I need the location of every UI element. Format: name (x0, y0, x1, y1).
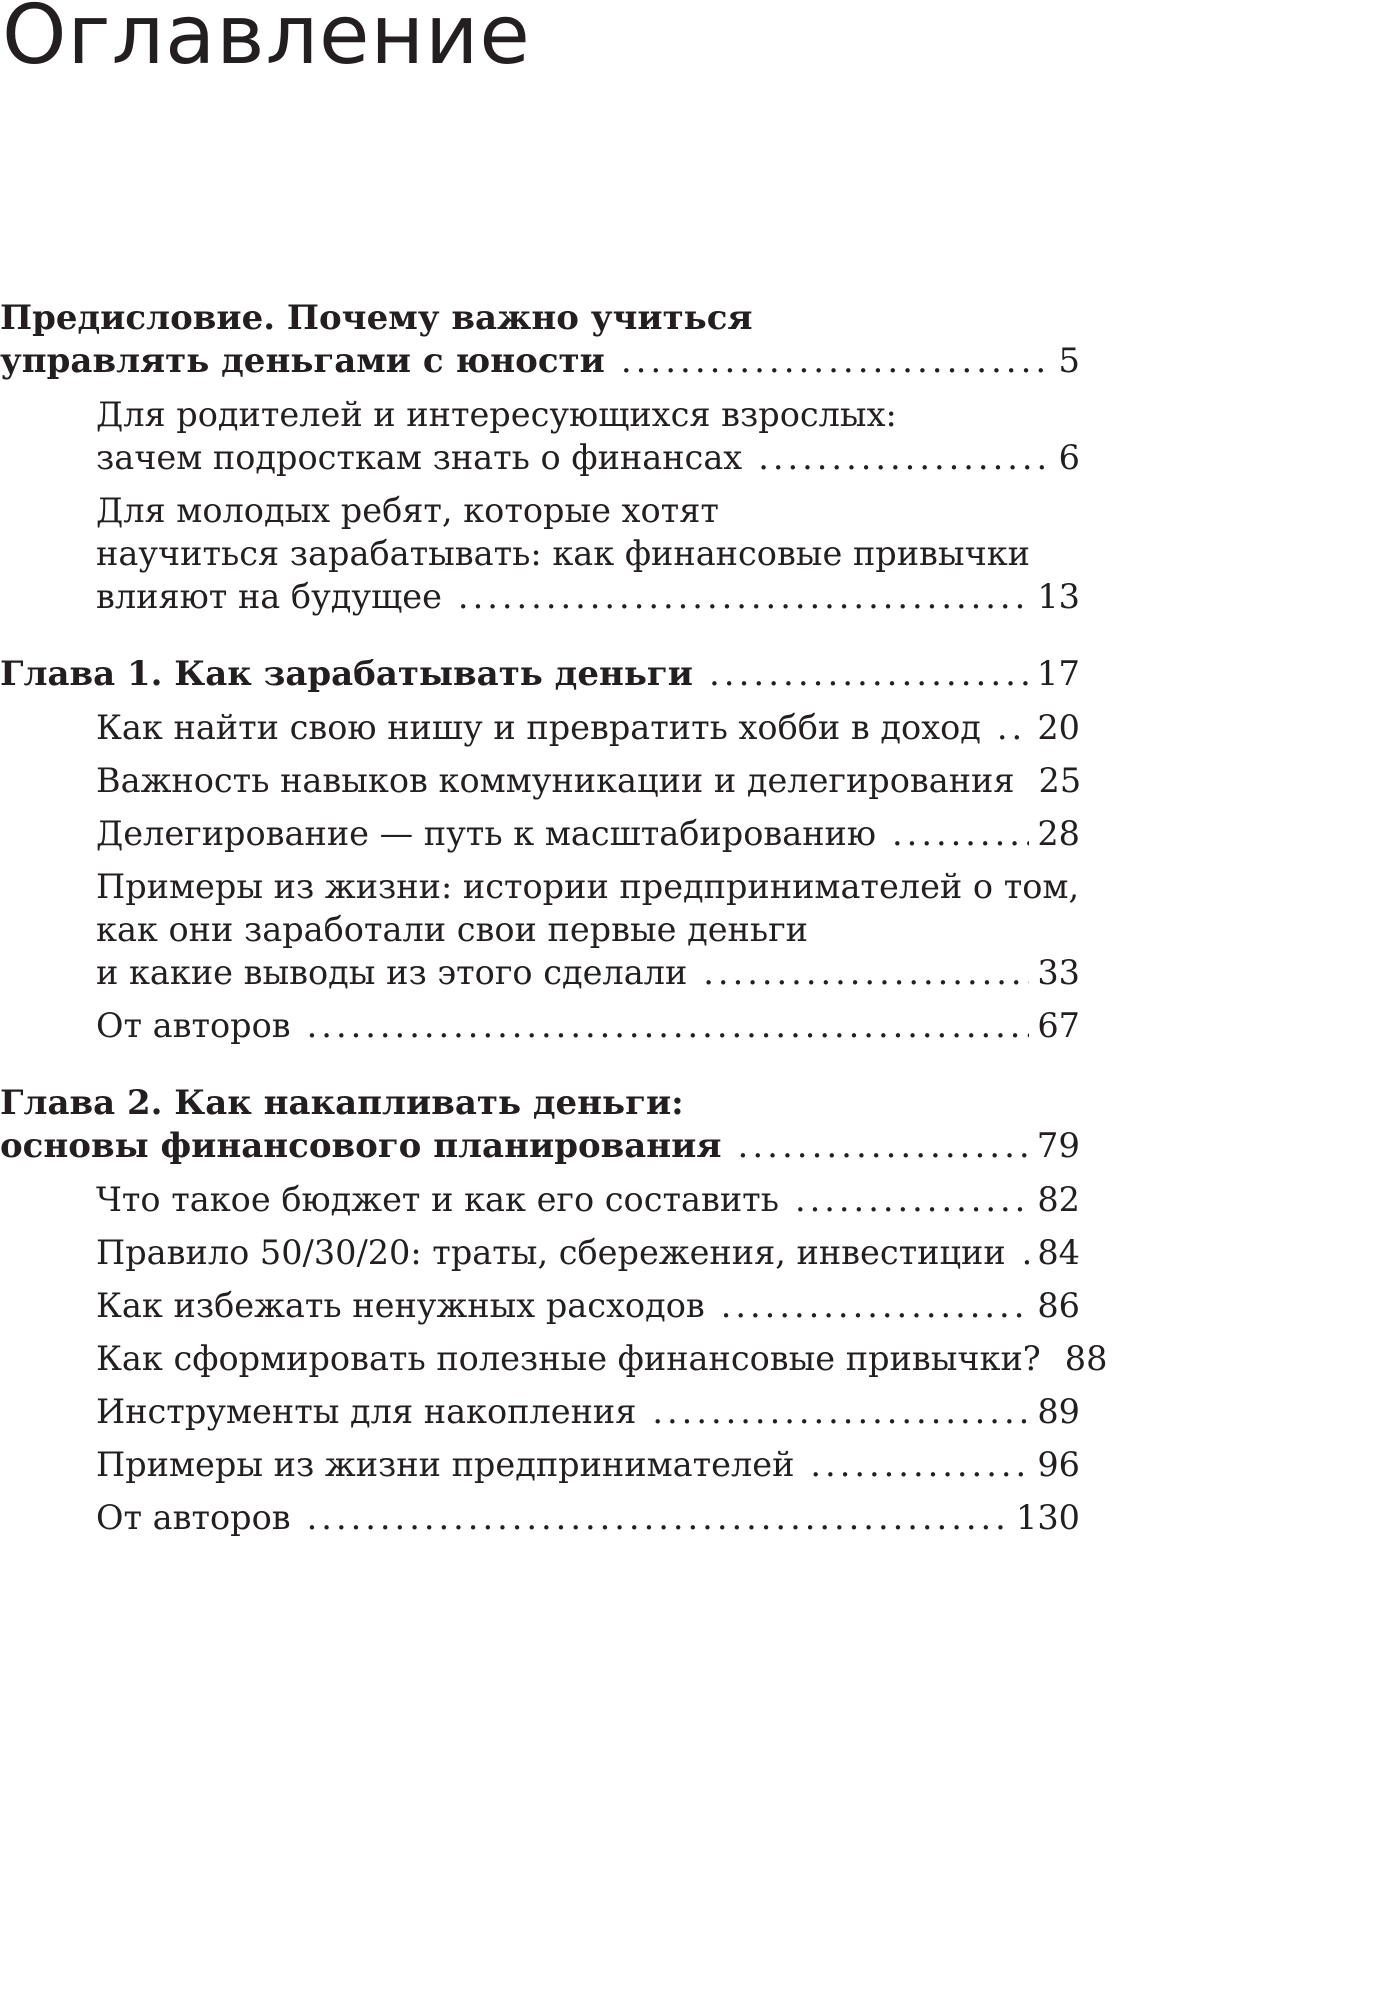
toc-entry-row (96, 575, 1080, 618)
toc-entry-row (96, 1390, 1080, 1433)
toc-entry-row (96, 706, 1080, 749)
page-number: 33 (1037, 953, 1080, 992)
toc-section-entry[interactable] (0, 1231, 1080, 1274)
entry-spacer (0, 479, 1080, 489)
toc-entry-title: Инструменты для накопления (96, 1392, 637, 1431)
page-number: 82 (1037, 1180, 1080, 1219)
toc-entry-row (96, 1284, 1080, 1327)
dot-leader (703, 951, 1029, 994)
toc-section-entry[interactable] (0, 1284, 1080, 1327)
toc-entry-row (96, 1443, 1080, 1486)
toc-section-entry[interactable] (0, 1178, 1080, 1221)
page-number: 20 (1037, 708, 1080, 747)
dot-leader (892, 812, 1029, 855)
page-number: 28 (1037, 814, 1080, 853)
toc-section-entry[interactable] (0, 812, 1080, 855)
toc-entry-title: Примеры из жизни предпринимателей (96, 1445, 795, 1484)
toc-section-entry[interactable] (0, 1337, 1108, 1380)
dot-leader (621, 340, 1051, 383)
toc-entry-row (96, 1231, 1080, 1274)
toc-entry-title: Делегирование — путь к масштабированию (96, 814, 877, 853)
toc-entry-line: научиться зарабатывать: как финансовые привычки (96, 534, 1030, 573)
toc-entry-title: Правило 50/30/20: траты, сбережения, инвестиции (96, 1233, 1006, 1272)
entry-spacer (0, 618, 1080, 653)
dot-leader (1022, 1231, 1030, 1274)
toc-entry-title: Глава 1. Как зарабатывать деньги (0, 654, 693, 694)
page-number: 25 (1038, 761, 1082, 800)
page-number: 67 (1037, 1006, 1080, 1045)
toc-entry-row (96, 1496, 1080, 1539)
toc-entry-title: основы финансового планирования (0, 1126, 722, 1166)
toc-section-entry[interactable] (0, 393, 1080, 479)
toc-section-entry[interactable] (0, 1004, 1080, 1047)
entry-spacer (0, 802, 1080, 812)
page-number: 17 (1036, 654, 1080, 694)
toc-chapter-entry[interactable] (0, 297, 1080, 383)
entry-spacer (0, 1433, 1080, 1443)
entry-spacer (0, 1168, 1080, 1178)
toc-entry-title: управлять деньгами с юности (0, 341, 605, 381)
toc-section-entry[interactable] (0, 759, 1080, 802)
toc-entry-title: Как избежать ненужных расходов (96, 1286, 705, 1325)
toc-entry-title: и какие выводы из этого сделали (96, 953, 688, 992)
page-number: 88 (1064, 1339, 1108, 1378)
toc-entry-line: Для родителей и интересующихся взрослых: (96, 395, 897, 434)
page-number: 84 (1037, 1233, 1080, 1272)
toc-section-entry[interactable] (0, 1496, 1080, 1539)
toc-entry-line: Предисловие. Почему важно учиться (0, 298, 753, 338)
toc-entry-title: Как сформировать полезные финансовые привычки? (96, 1339, 1041, 1378)
page-number: 130 (1016, 1498, 1080, 1537)
toc-entry-title: влияют на будущее (96, 577, 442, 616)
entry-spacer (0, 855, 1080, 865)
toc-entry-title: Важность навыков коммуникации и делегирования (96, 761, 1015, 800)
dot-leader (458, 575, 1029, 618)
entry-spacer (0, 1274, 1080, 1284)
dot-leader (721, 1284, 1030, 1327)
toc-entry-row (0, 1125, 1080, 1168)
entry-spacer (0, 1327, 1080, 1337)
dot-leader (758, 436, 1050, 479)
toc-section-entry[interactable] (0, 706, 1080, 749)
toc-entry-line: Глава 2. Как накапливать деньги: (0, 1083, 684, 1123)
page-number: 86 (1037, 1286, 1080, 1325)
toc-entry-line: Для молодых ребят, которые хотят (96, 491, 719, 530)
dot-leader (709, 653, 1029, 696)
toc-entry-row (0, 340, 1080, 383)
toc-entry-title: Как найти свою нишу и превратить хобби в доход (96, 708, 981, 747)
toc-entry-row (96, 1004, 1080, 1047)
table-of-contents (0, 297, 1108, 1539)
entry-spacer (0, 1486, 1080, 1496)
entry-spacer (0, 383, 1080, 393)
toc-entry-row (0, 653, 1080, 696)
toc-entry-title: От авторов (96, 1498, 291, 1537)
page-number: 89 (1037, 1392, 1080, 1431)
dot-leader (652, 1390, 1029, 1433)
toc-section-entry[interactable] (0, 1390, 1080, 1433)
toc-entry-row (96, 1178, 1080, 1221)
entry-spacer (0, 1221, 1080, 1231)
toc-entry-row (96, 436, 1080, 479)
toc-entry-title: От авторов (96, 1006, 291, 1045)
page-title: Оглавление (2, 0, 531, 83)
toc-entry-title: зачем подросткам знать о финансах (96, 438, 743, 477)
toc-entry-row (96, 759, 1080, 802)
toc-section-entry[interactable] (0, 865, 1080, 994)
dot-leader (307, 1004, 1030, 1047)
page-number: 96 (1037, 1445, 1080, 1484)
toc-section-entry[interactable] (0, 489, 1080, 618)
toc-entry-line: как они заработали свои первые деньги (96, 910, 808, 949)
toc-entry-title: Что такое бюджет и как его составить (96, 1180, 779, 1219)
entry-spacer (0, 749, 1080, 759)
toc-entry-row (96, 1337, 1108, 1380)
toc-entry-row (96, 812, 1080, 855)
toc-section-entry[interactable] (0, 1443, 1080, 1486)
entry-spacer (0, 696, 1080, 706)
entry-spacer (0, 1047, 1080, 1082)
dot-leader (738, 1125, 1029, 1168)
dot-leader (810, 1443, 1029, 1486)
page-number: 13 (1037, 577, 1080, 616)
page-number: 5 (1058, 341, 1080, 381)
dot-leader (307, 1496, 1008, 1539)
toc-chapter-entry[interactable] (0, 653, 1080, 696)
toc-entry-row (96, 951, 1080, 994)
toc-chapter-entry[interactable] (0, 1082, 1080, 1168)
page-number: 6 (1058, 438, 1080, 477)
dot-leader (997, 706, 1029, 749)
page-number: 79 (1036, 1126, 1080, 1166)
dot-leader (795, 1178, 1029, 1221)
entry-spacer (0, 994, 1080, 1004)
entry-spacer (0, 1380, 1080, 1390)
toc-entry-line: Примеры из жизни: истории предпринимателей о том, (96, 867, 1080, 906)
